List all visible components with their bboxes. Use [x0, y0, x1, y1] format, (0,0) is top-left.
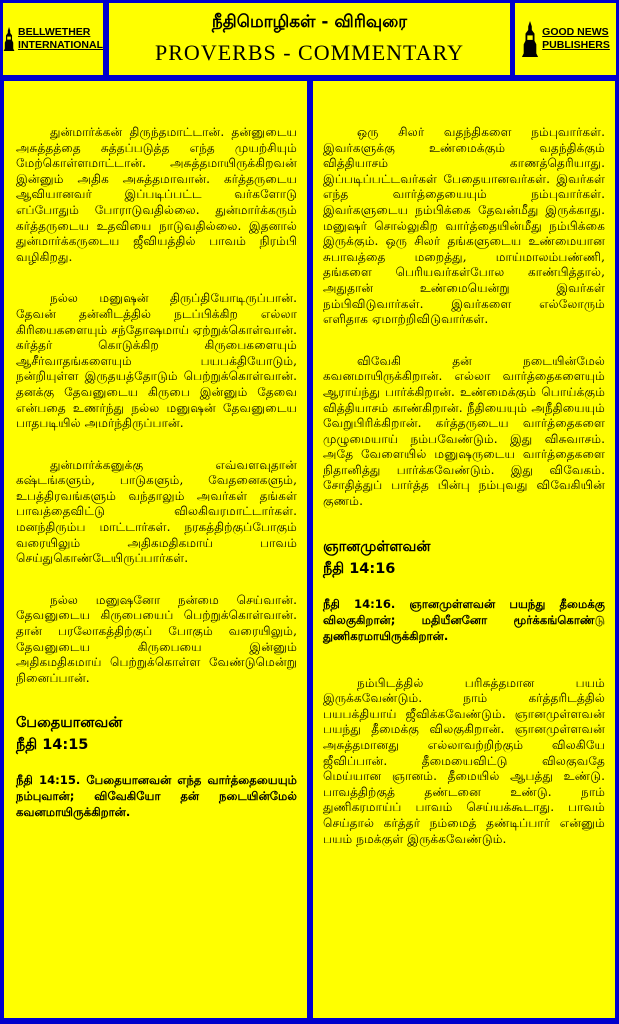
verse-text: நீதி 14:16. ஞானமுள்ளவன் பயந்து தீமைக்கு விலகுகிறான்; மதியீனனோ மூர்க்கங்கொண்டு துணிகரமாயிருக்கிறான். [323, 596, 605, 643]
paragraph: துன்மார்க்கனுக்கு எவ்வளவுதான் கஷ்டங்களும், பாடுகளும், வேதனைகளும், உபத்திரவங்களும் வந்தாலும் அவர்கள் தங்கள் பாவத்தைவிட்டு விலகிவரமாட்டார்கள். மனந்திரும்ப மாட்டார்கள். நரகத்திற்குப்போகும் வரையிலும் அதிகமதிகமாய் பாவம் செய்துகொண்டேயிருப்பார்கள். [16, 457, 297, 566]
right-column [313, 81, 615, 1018]
paragraph: நல்ல மனுஷன் திருப்தியோடிருப்பான். தேவன் தன்னிடத்தில் நடப்பிக்கிற எல்லா கிரியைகளையும் சந்தோஷமாய் ஏற்றுக்கொள்வான். கர்த்தர் கொடுக்கிற கிருபைகளையும் ஆசீர்வாதங்களையும் பயபக்தியோடும், நன்றியுள்ள இருதயத்தோடும் பெற்றுக்கொள்வான். தனக்கு தேவனுடைய கிருபை இன்னும் தேவை என்பதை உணர்ந்து நல்ல மனுஷன் தேவனுடைய பாதபடியில் அமர்ந்திருப்பான். [16, 291, 297, 431]
paragraph: துன்மார்க்கன் திருந்தமாட்டான். தன்னுடைய அசுத்தத்தை சுத்தப்படுத்த எந்த முயற்சியும் மேற்கொள்ளமாட்டான். அசுத்தமாயிருக்கிறவன் இன்னும் அதிக அசுத்தமாவான். கர்த்தருடைய ஆவியானவர் இப்படிப்பட்ட வர்களோடு எப்போதும் போராடுவதில்லை. துன்மார்க்கரும் கர்த்தருடைய உதவியை நாடுவதில்லை. இதனால் துன்மார்க்கருடைய ஜீவியத்தில் பாவம் நிரம்பி வழிகிறது. [16, 125, 297, 264]
good-news-logo [515, 3, 616, 75]
page-title-english: PROVERBS - COMMENTARY [155, 40, 464, 65]
section-heading: பேதையானவன் நீதி 14:15 [16, 715, 123, 754]
paragraph: ஒரு சிலர் வதந்திகளை நம்புவார்கள். இவர்களுக்கு உண்மைக்கும் வதந்திக்கும் வித்தியாசம் காணத்தெரியாது. இப்படிப்பட்டவர்கள் பேதையானவர்கள். இவர்கள் எந்த வார்த்தையையும் நம்புவார்கள். இவர்களுடைய நம்பிக்கை தேவன்மீது இருக்காது. மனுஷர் சொல்லுகிற வார்த்தையின்மீது நம்பிக்கை இருக்கும். ஒரு சிலர் தங்களுடைய உண்மையான சுபாவத்தை மறைத்து, மாய்மாலம்பண்ணி, தங்களை பெரியவர்கள்போல காண்பித்தால், அதுதான் உண்மையென்று இவர்கள் நம்பிவிடுவார்கள். இவர்களை எல்லோரும் எளிதாக ஏமாற்றிவிடுவார்கள். [323, 125, 605, 327]
paragraph: நல்ல மனுஷனோ நன்மை செய்வான். தேவனுடைய கிருபையைப் பெற்றுக்கொள்வான். தான் பரலோகத்திற்குப் போகும் வரையிலும், தேவனுடைய கிருபையை இன்னும் அதிகமதிகமாய் பெற்றுக்கொள்ள வேண்டுமென்று நினைப்பான். [16, 592, 297, 685]
section-heading: ஞானமுள்ளவன் நீதி 14:16 [323, 538, 431, 577]
verse-text: நீதி 14:15. பேதையானவன் எந்த வார்த்தையையும் நம்புவான்; விவேகியோ தன் நடையின்மேல் கவனமாயிருக்கிறான். [16, 773, 297, 820]
page-title-tamil: நீதிமொழிகள் - விரிவுரை [211, 12, 408, 32]
left-column [4, 81, 307, 1018]
logo-line-1: BELLWETHER [18, 26, 91, 38]
logo-line-2: PUBLISHERS [542, 39, 610, 51]
paragraph: நம்பிடத்தில் பரிசுத்தமான பயம் இருக்கவேண்டும். நாம் கர்த்தரிடத்தில் பயபக்தியாய் ஜீவிக்கவேண்டும். ஞானமுள்ளவன் பயந்து தீமைக்கு விலகுகிறான். ஞானமுள்ளவன் அசுத்தமானது எல்லாவற்றிற்கும் விலகியே ஜீவிப்பான். தீமையைவிட்டு விலகுவதே மெய்யான ஞானம். தீமையில் ஆபத்து உண்டு. பாவத்திற்குத் தண்டனை உண்டு. நாம் துணிகரமாய்ப் பாவம் செய்யக்கூடாது. பாவம் செய்தால் கர்த்தர் நம்மைத் தண்டிப்பார் என்னும் பயம் நமக்குள் இருக்கவேண்டும். [323, 675, 605, 846]
bell-tower-icon [3, 19, 15, 59]
logo-line-2: INTERNATIONAL [18, 39, 103, 51]
bell-tower-icon [521, 19, 539, 59]
logo-line-1: GOOD NEWS [542, 26, 609, 38]
bellwether-logo [3, 3, 103, 75]
page-header [109, 3, 510, 75]
paragraph: விவேகி தன் நடையின்மேல் கவனமாயிருக்கிறான். எல்லா வார்த்தைகளையும் ஆராய்ந்து பார்க்கிறான். உண்மைக்கும் பொய்க்கும் வித்தியாசம் காண்கிறான். நீதியையும் அநீதியையும் வேறுபிரிக்கிறான். கர்த்தருடைய வார்த்தைகளை முழுமையாய் நம்பவேண்டும். இது விசுவாசம். அதே வேளையில் மனுஷருடைய வார்த்தைகளை நிதானித்து பார்க்கவேண்டும். இது விவேகம். சோதித்துப் பார்த்த பின்பு நம்புவது விவேகியின் குணம். [323, 353, 605, 509]
